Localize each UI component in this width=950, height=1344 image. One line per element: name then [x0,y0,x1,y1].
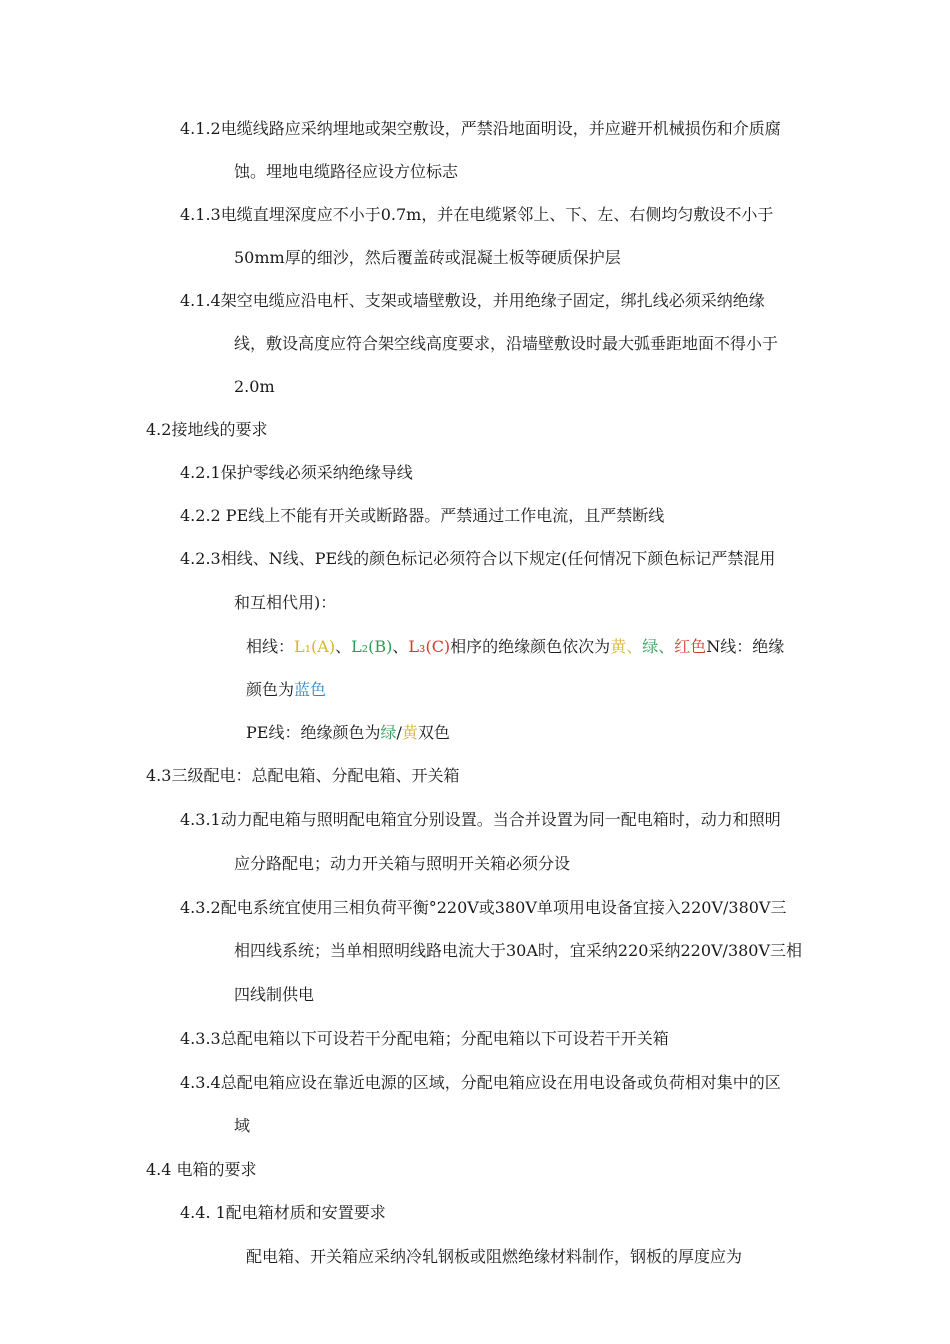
section-4-3-4-line-1: 4.3.4总配电箱应设在靠近电源的区域，分配电箱应设在用电设备或负荷相对集中的区 [180,1073,781,1092]
phase-l2-label: L₂(B) [351,637,393,656]
color-sep-1: 、 [626,637,643,656]
color-word-green: 绿 [642,637,659,656]
section-4-1-4-line-3: 2.0m [234,377,275,396]
section-4-4-heading: 4.4 电箱的要求 [146,1160,257,1179]
pe-prefix: PE线：绝缘颜色为 [246,723,381,742]
phase-l1-label: L₁(A) [294,637,336,656]
section-4-3-2-line-2: 相四线系统；当单相照明线路电流大于30A时，宜采纳220采纳220V/380V三相 [234,941,803,960]
pe-slash: / [396,723,402,742]
section-4-3-2-line-1: 4.3.2配电系统宜使用三相负荷平衡°220V或380V单项用电设备宜接入220V/380V三 [180,898,787,917]
neutral-color-line [246,679,326,701]
section-4-1-2-line-2: 蚀。埋地电缆路径应设方位标志 [234,162,459,181]
phase-mid-text: 相序的绝缘颜色依次为 [450,637,611,656]
section-4-2-1-line-1: 4.2.1保护零线必须采纳绝缘导线 [180,463,413,482]
section-4-1-4-line-2: 线，敷设高度应符合架空线高度要求，沿墙壁敷设时最大弧垂距地面不得小于 [234,334,779,353]
section-4-2-2-line-1: 4.2.2 PE线上不能有开关或断路器。严禁通过工作电流，且严禁断线 [180,506,665,525]
section-4-2-3-line-1: 4.2.3相线、N线、PE线的颜色标记必须符合以下规定(任何情况下颜色标记严禁混用 [180,549,776,568]
section-4-4-1-heading: 4.4. 1配电箱材质和安置要求 [180,1203,386,1222]
color-word-red: 红色 [674,637,707,656]
neutral-text: N线：绝缘 [706,637,785,656]
section-4-3-3-line-1: 4.3.3总配电箱以下可设若干分配电箱；分配电箱以下可设若干开关箱 [180,1029,669,1048]
section-4-3-4-line-2: 域 [234,1116,251,1135]
phase-sep-2: 、 [392,637,409,656]
section-4-1-2-line-1: 4.1.2电缆线路应采纳埋地或架空敷设，严禁沿地面明设，并应避开机械损伤和介质腐 [180,119,781,138]
phase-l3-label: L₃(C) [408,637,451,656]
section-4-2-heading: 4.2接地线的要求 [146,420,268,439]
section-4-3-heading: 4.3三级配电：总配电箱、分配电箱、开关箱 [146,766,460,785]
section-4-3-1-line-1: 4.3.1动力配电箱与照明配电箱宜分别设置。当合并设置为同一配电箱时，动力和照明 [180,810,781,829]
neutral-prefix: 颜色为 [246,680,295,699]
section-4-3-1-line-2: 应分路配电；动力开关箱与照明开关箱必须分设 [234,854,571,873]
color-word-blue: 蓝色 [294,680,327,699]
section-4-1-4-line-1: 4.1.4架空电缆应沿电杆、支架或墙壁敷设，并用绝缘子固定，绑扎线必须采纳绝缘 [180,291,765,310]
phase-prefix: 相线： [246,637,295,656]
pe-color-line [246,722,450,744]
color-sep-2: 、 [658,637,675,656]
phase-sep-1: 、 [335,637,352,656]
section-4-2-3-line-2: 和互相代用)： [234,593,337,612]
pe-color-green: 绿 [380,723,397,742]
pe-suffix: 双色 [417,723,450,742]
section-4-3-2-line-3: 四线制供电 [234,985,315,1004]
section-4-1-3-line-2: 50mm厚的细沙，然后覆盖砖或混凝土板等硬质保护层 [234,248,621,267]
color-word-yellow: 黄 [610,637,627,656]
section-4-4-1-line-1: 配电箱、开关箱应采纳冷轧钢板或阻燃绝缘材料制作，钢板的厚度应为 [246,1247,743,1266]
section-4-1-3-line-1: 4.1.3电缆直埋深度应不小于0.7m，并在电缆紧邻上、下、左、右侧均匀敷设不小于 [180,205,774,224]
phase-color-line [246,636,784,658]
pe-color-yellow: 黄 [401,723,418,742]
